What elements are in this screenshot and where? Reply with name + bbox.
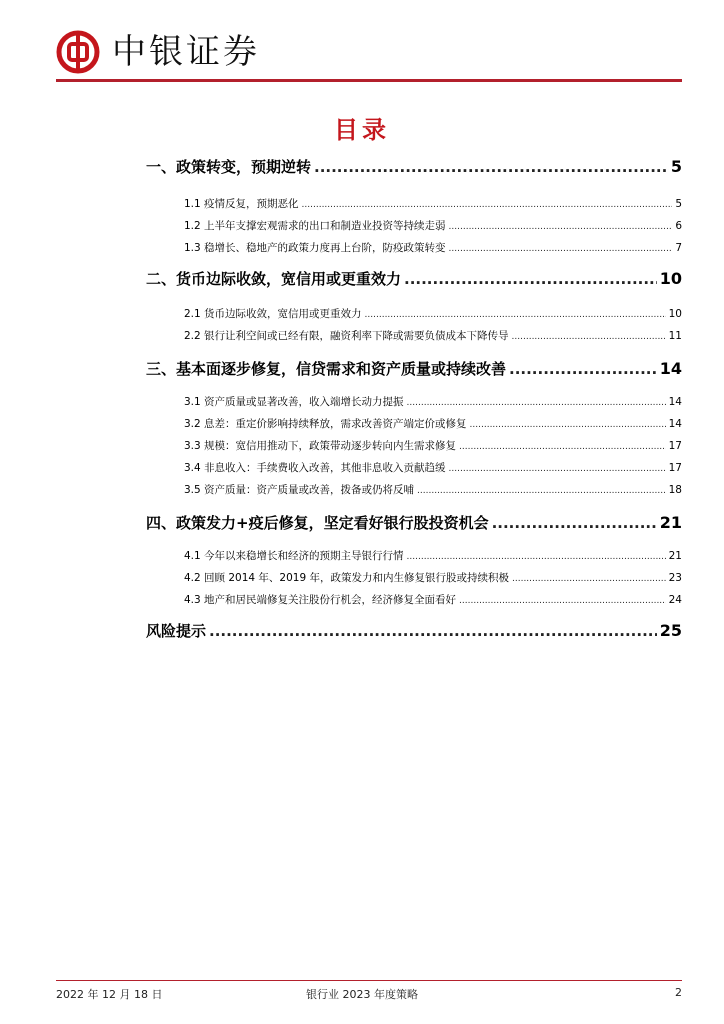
toc-entry-page: 18 — [668, 484, 682, 496]
toc-leader-dots — [512, 332, 666, 342]
toc-entry-label: 4.2 回顾 2014 年、2019 年，政策发力和内生修复银行股或持续积极 — [184, 572, 509, 584]
toc-entry-page: 10 — [659, 269, 682, 288]
toc-entry-label: 1.3 稳增长、稳地产的政策力度再上台阶，防疫政策转变 — [184, 242, 446, 254]
toc-leader-dots — [470, 420, 666, 430]
toc-entry-page: 17 — [668, 462, 682, 474]
toc-entry-page: 5 — [675, 198, 682, 210]
toc-entry[interactable] — [146, 268, 682, 289]
toc-entry-label: 2.1 货币边际收敛，宽信用或更重效力 — [184, 308, 362, 320]
toc-entry-label: 四、政策发力+疫后修复，坚定看好银行股投资机会 — [146, 514, 489, 532]
toc-entry-page: 21 — [668, 550, 682, 562]
toc-title: 目录 — [334, 116, 390, 144]
toc-leader-dots — [449, 244, 673, 254]
toc-entry[interactable] — [184, 240, 682, 255]
toc-entry-page: 25 — [659, 621, 682, 640]
toc-entry-page: 7 — [675, 242, 682, 254]
footer-divider — [56, 980, 682, 981]
toc-entry-label: 3.1 资产质量或显著改善，收入端增长动力提振 — [184, 396, 404, 408]
toc-entry-page: 11 — [668, 330, 682, 342]
toc-entry[interactable] — [184, 196, 682, 211]
toc-entry[interactable] — [146, 512, 682, 533]
toc-entry-label: 3.2 息差：重定价影响持续释放，需求改善资产端定价或修复 — [184, 418, 467, 430]
toc-leader-dots — [404, 270, 657, 288]
page-header — [56, 28, 682, 78]
toc-entry[interactable] — [184, 548, 682, 563]
toc-entry-label: 4.1 今年以来稳增长和经济的预期主导银行行情 — [184, 550, 404, 562]
toc-entry-label: 三、基本面逐步修复，信贷需求和资产质量或持续改善 — [146, 360, 507, 378]
toc-leader-dots — [314, 158, 668, 176]
toc-entry[interactable] — [184, 592, 682, 607]
toc-entry-label: 3.4 非息收入：手续费收入改善，其他非息收入贡献趋缓 — [184, 462, 446, 474]
toc-leader-dots — [407, 398, 666, 408]
toc-entry[interactable] — [184, 416, 682, 431]
toc-leader-dots — [512, 574, 666, 584]
toc-entry-label: 3.3 规模：宽信用推动下，政策带动逐步转向内生需求修复 — [184, 440, 457, 452]
toc-entry[interactable] — [184, 460, 682, 475]
toc-entry-page: 17 — [668, 440, 682, 452]
brand-name: 中银证券 — [112, 32, 260, 72]
toc-leader-dots — [492, 514, 657, 532]
toc-entry-label: 1.1 疫情反复，预期恶化 — [184, 198, 299, 210]
toc-entry[interactable] — [184, 438, 682, 453]
toc-entry-label: 二、货币边际收敛，宽信用或更重效力 — [146, 270, 402, 288]
toc-entry-page: 6 — [675, 220, 682, 232]
toc-leader-dots — [407, 552, 666, 562]
toc-leader-dots — [509, 360, 657, 378]
toc-leader-dots — [302, 200, 673, 210]
toc-entry[interactable] — [146, 358, 682, 379]
header-divider — [56, 79, 682, 82]
toc-entry-page: 10 — [668, 308, 682, 320]
toc-entry-page: 14 — [668, 418, 682, 430]
toc-leader-dots — [417, 486, 666, 496]
page-number: 2 — [675, 986, 682, 999]
toc-entry-page: 21 — [659, 513, 682, 532]
toc-leader-dots — [449, 464, 666, 474]
bank-of-china-logo-icon — [56, 30, 100, 74]
toc-leader-dots — [365, 310, 666, 320]
toc-entry[interactable] — [184, 482, 682, 497]
toc-entry-page: 14 — [668, 396, 682, 408]
toc-entry-page: 24 — [668, 594, 682, 606]
toc-entry[interactable] — [184, 394, 682, 409]
toc-entry-label: 2.2 银行让利空间或已经有限，融资利率下降或需要负债成本下降传导 — [184, 330, 509, 342]
toc-entry-label: 1.2 上半年支撑宏观需求的出口和制造业投资等持续走弱 — [184, 220, 446, 232]
toc-entry[interactable] — [146, 156, 682, 177]
toc-entry[interactable] — [184, 306, 682, 321]
toc-entry-label: 风险提示 — [146, 622, 207, 640]
report-date: 2022 年 12 月 18 日 — [56, 988, 163, 1001]
toc-entry[interactable] — [184, 328, 682, 343]
toc-entry[interactable] — [146, 620, 682, 641]
toc-entry-label: 3.5 资产质量：资产质量或改善，拨备或仍将反哺 — [184, 484, 415, 496]
toc-entry-page: 23 — [668, 572, 682, 584]
toc-leader-dots — [459, 442, 666, 452]
toc-entry-page: 14 — [659, 359, 682, 378]
report-title: 银行业 2023 年度策略 — [306, 988, 418, 1001]
toc-entry-label: 4.3 地产和居民端修复关注股份行机会，经济修复全面看好 — [184, 594, 457, 606]
toc-entry-page: 5 — [670, 157, 682, 176]
toc-leader-dots — [449, 222, 673, 232]
toc-leader-dots — [459, 596, 666, 606]
toc-entry-label: 一、政策转变，预期逆转 — [146, 158, 312, 176]
toc-leader-dots — [209, 622, 657, 640]
toc-entry[interactable] — [184, 218, 682, 233]
toc-entry[interactable] — [184, 570, 682, 585]
